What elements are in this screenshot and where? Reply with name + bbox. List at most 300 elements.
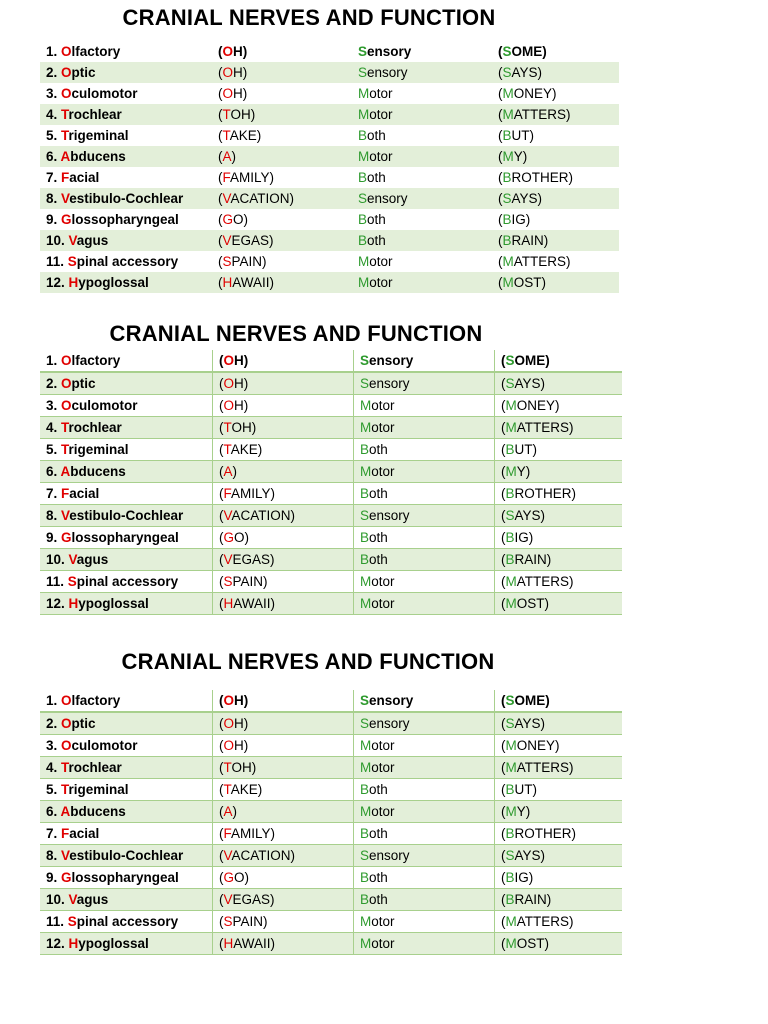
nerve-name-cell	[40, 417, 213, 439]
nerve-name-cell	[40, 712, 213, 735]
mnemonic-one-cell	[213, 845, 354, 867]
mnemonic-two-rest: ROTHER)	[511, 170, 574, 185]
paren-open: (	[498, 44, 503, 59]
function-initial: S	[360, 376, 370, 391]
table-row	[40, 735, 622, 757]
mnemonic-one-cell	[212, 230, 352, 251]
mnemonic-two-cell	[495, 845, 623, 867]
mnemonic-two-rest: AYS)	[514, 716, 546, 731]
function-cell	[354, 505, 495, 527]
mnemonic-two-rest: ROTHER)	[514, 826, 577, 841]
mnemonic-two-cell	[492, 188, 619, 209]
table-row	[40, 272, 619, 293]
nerve-name-rest: ptic	[71, 716, 96, 731]
function-initial: S	[360, 353, 370, 368]
table-row	[40, 933, 622, 955]
function-cell	[354, 845, 495, 867]
table-row	[40, 483, 622, 505]
nerve-initial: S	[67, 254, 77, 269]
function-cell	[354, 712, 495, 735]
table-row	[40, 461, 622, 483]
function-initial: M	[360, 760, 372, 775]
function-cell	[354, 527, 495, 549]
paren-open: (	[219, 508, 224, 523]
paren-open: (	[498, 254, 503, 269]
mnemonic-two-rest: ONEY)	[516, 738, 560, 753]
mnemonic-one-cell	[212, 251, 352, 272]
nerve-name-cell	[40, 483, 213, 505]
table-row	[40, 867, 622, 889]
paren-open: (	[219, 398, 224, 413]
mnemonic-two-cell	[495, 801, 623, 823]
mnemonic-two-rest: AYS)	[514, 508, 546, 523]
mnemonic-one-initial: T	[223, 760, 232, 775]
mnemonic-one-initial: O	[223, 716, 235, 731]
nerve-number: 11.	[46, 914, 68, 929]
nerve-number: 6.	[46, 464, 61, 479]
function-rest: oth	[367, 233, 386, 248]
paren-open: (	[501, 464, 506, 479]
function-rest: otor	[371, 936, 395, 951]
mnemonic-one-cell	[213, 911, 354, 933]
nerve-number: 5.	[46, 128, 62, 143]
section-title: CRANIAL NERVES AND FUNCTION	[122, 5, 496, 30]
function-initial: M	[360, 914, 372, 929]
table-row	[40, 823, 622, 845]
function-initial: B	[358, 212, 368, 227]
mnemonic-one-cell	[213, 933, 354, 955]
paren-open: (	[218, 128, 223, 143]
paren-open: (	[501, 782, 506, 797]
mnemonic-one-cell	[213, 395, 354, 417]
mnemonic-one-initial: O	[223, 693, 235, 708]
mnemonic-two-cell	[492, 209, 619, 230]
nerve-initial: V	[61, 848, 70, 863]
nerve-number: 1.	[46, 44, 62, 59]
nerve-name-rest: ptic	[71, 65, 96, 80]
mnemonic-two-initial: B	[502, 170, 512, 185]
mnemonic-one-cell	[212, 83, 352, 104]
function-initial: S	[360, 716, 370, 731]
mnemonic-one-initial: A	[223, 464, 233, 479]
mnemonic-two-initial: S	[502, 65, 512, 80]
function-cell	[352, 83, 492, 104]
nerve-initial: V	[68, 552, 77, 567]
mnemonic-two-initial: B	[505, 782, 515, 797]
mnemonic-two-initial: M	[505, 914, 517, 929]
function-initial: B	[360, 552, 370, 567]
mnemonic-one-rest: H)	[234, 376, 249, 391]
mnemonic-one-initial: H	[223, 936, 234, 951]
nerve-name-rest: rochlear	[68, 420, 122, 435]
function-initial: M	[360, 936, 372, 951]
mnemonic-one-cell	[213, 372, 354, 395]
paren-open: (	[498, 212, 503, 227]
function-cell	[354, 933, 495, 955]
mnemonic-one-rest: )	[231, 149, 237, 164]
mnemonic-one-initial: G	[222, 212, 234, 227]
mnemonic-one-initial: G	[223, 530, 235, 545]
function-rest: oth	[367, 212, 386, 227]
mnemonic-two-cell	[495, 933, 623, 955]
mnemonic-two-rest: OST)	[516, 936, 549, 951]
function-initial: M	[358, 86, 370, 101]
nerve-name-rest: ypoglossal	[78, 936, 149, 951]
mnemonic-two-initial: S	[502, 44, 512, 59]
mnemonic-two-cell	[495, 867, 623, 889]
mnemonic-one-cell	[212, 146, 352, 167]
function-initial: M	[358, 275, 370, 290]
nerve-name-rest: lossopharyngeal	[71, 530, 179, 545]
paren-open: (	[498, 65, 503, 80]
nerve-name-cell	[40, 372, 213, 395]
nerve-initial: O	[61, 398, 72, 413]
nerve-initial: A	[60, 149, 71, 164]
mnemonic-two-cell	[495, 690, 623, 712]
mnemonic-two-initial: S	[505, 508, 515, 523]
nerve-name-cell	[40, 593, 213, 615]
mnemonic-two-rest: IG)	[514, 530, 534, 545]
nerve-number: 12.	[46, 596, 69, 611]
mnemonic-one-initial: O	[223, 738, 235, 753]
nerve-number: 7.	[46, 486, 62, 501]
nerve-name-rest: pinal accessory	[76, 574, 179, 589]
function-rest: oth	[369, 530, 388, 545]
mnemonic-one-rest: ACATION)	[230, 191, 295, 206]
mnemonic-one-cell	[212, 104, 352, 125]
mnemonic-one-cell	[212, 209, 352, 230]
mnemonic-two-cell	[495, 505, 623, 527]
table-row	[40, 41, 619, 62]
mnemonic-two-initial: M	[505, 398, 517, 413]
mnemonic-two-cell	[495, 417, 623, 439]
mnemonic-one-initial: F	[222, 170, 231, 185]
paren-open: (	[501, 420, 506, 435]
function-cell	[354, 911, 495, 933]
paren-open: (	[501, 596, 506, 611]
mnemonic-one-cell	[212, 188, 352, 209]
cranial-nerves-table	[40, 350, 622, 615]
mnemonic-one-initial: V	[222, 233, 232, 248]
mnemonic-two-initial: M	[505, 936, 517, 951]
nerve-initial: V	[61, 508, 70, 523]
mnemonic-one-cell	[213, 571, 354, 593]
mnemonic-one-initial: S	[223, 574, 233, 589]
nerve-name-rest: rochlear	[68, 107, 122, 122]
nerve-name-cell	[40, 272, 212, 293]
mnemonic-two-cell	[495, 889, 623, 911]
function-rest: ensory	[369, 376, 410, 391]
paren-open: (	[219, 596, 224, 611]
nerve-name-rest: culomotor	[71, 86, 138, 101]
mnemonic-two-initial: S	[505, 376, 515, 391]
nerve-number: 3.	[46, 398, 62, 413]
mnemonic-two-cell	[495, 911, 623, 933]
function-initial: M	[360, 738, 372, 753]
mnemonic-one-cell	[213, 889, 354, 911]
mnemonic-two-cell	[492, 146, 619, 167]
table-row	[40, 395, 622, 417]
mnemonic-one-rest: H)	[234, 716, 249, 731]
mnemonic-two-initial: S	[505, 693, 515, 708]
function-initial: B	[360, 486, 370, 501]
function-rest: ensory	[369, 353, 414, 368]
function-rest: oth	[369, 442, 388, 457]
nerve-name-cell	[40, 230, 212, 251]
nerve-initial: T	[61, 107, 69, 122]
nerve-name-rest: rigeminal	[68, 442, 129, 457]
paren-open: (	[498, 86, 503, 101]
mnemonic-two-rest: ROTHER)	[514, 486, 577, 501]
mnemonic-one-rest: OH)	[230, 107, 256, 122]
nerve-initial: S	[67, 914, 77, 929]
mnemonic-one-rest: EGAS)	[232, 552, 275, 567]
nerve-initial: O	[61, 353, 72, 368]
function-rest: oth	[369, 870, 388, 885]
function-cell	[352, 209, 492, 230]
function-cell	[352, 146, 492, 167]
nerve-number: 12.	[46, 936, 69, 951]
nerve-initial: O	[61, 86, 72, 101]
mnemonic-two-initial: M	[505, 420, 517, 435]
nerve-name-cell	[40, 735, 213, 757]
nerve-initial: T	[61, 782, 69, 797]
mnemonic-two-cell	[495, 571, 623, 593]
nerve-number: 7.	[46, 826, 62, 841]
mnemonic-two-initial: S	[505, 716, 515, 731]
nerve-name-rest: ypoglossal	[78, 275, 149, 290]
nerve-initial: F	[61, 826, 70, 841]
mnemonic-two-initial: M	[505, 738, 517, 753]
mnemonic-one-initial: T	[223, 782, 231, 797]
mnemonic-two-rest: Y)	[516, 464, 531, 479]
mnemonic-one-cell	[212, 125, 352, 146]
mnemonic-one-cell	[213, 867, 354, 889]
mnemonic-two-cell	[492, 62, 619, 83]
function-initial: B	[358, 170, 368, 185]
nerve-name-cell	[40, 867, 213, 889]
mnemonic-two-initial: M	[502, 107, 514, 122]
mnemonic-one-cell	[212, 167, 352, 188]
function-cell	[354, 461, 495, 483]
mnemonic-one-cell	[213, 527, 354, 549]
function-cell	[354, 690, 495, 712]
nerve-name-cell	[40, 933, 213, 955]
nerve-name-rest: agus	[76, 892, 109, 907]
function-initial: S	[360, 848, 370, 863]
table-row	[40, 83, 619, 104]
paren-open: (	[501, 870, 506, 885]
paren-open: (	[501, 804, 506, 819]
nerve-name-rest: lfactory	[71, 44, 121, 59]
nerve-name-rest: lossopharyngeal	[71, 212, 179, 227]
mnemonic-one-initial: H	[222, 275, 233, 290]
paren-open: (	[498, 233, 503, 248]
nerve-number: 6.	[46, 804, 61, 819]
mnemonic-two-initial: B	[502, 233, 512, 248]
nerve-initial: A	[60, 464, 71, 479]
mnemonic-one-cell	[212, 62, 352, 83]
nerve-initial: H	[68, 936, 79, 951]
nerve-number: 6.	[46, 149, 61, 164]
nerve-number: 10.	[46, 233, 69, 248]
mnemonic-two-cell	[495, 549, 623, 571]
nerve-name-cell	[40, 167, 212, 188]
function-initial: S	[358, 65, 368, 80]
nerve-initial: O	[61, 376, 72, 391]
function-initial: B	[358, 128, 368, 143]
paren-open: (	[218, 107, 223, 122]
mnemonic-one-rest: AMILY)	[230, 170, 275, 185]
paren-open: (	[219, 353, 224, 368]
mnemonic-two-initial: B	[505, 552, 515, 567]
nerve-name-cell	[40, 889, 213, 911]
nerve-name-cell	[40, 779, 213, 801]
mnemonic-one-initial: T	[223, 442, 231, 457]
mnemonic-one-cell	[213, 823, 354, 845]
function-cell	[352, 167, 492, 188]
nerve-number: 3.	[46, 738, 62, 753]
nerve-number: 2.	[46, 376, 62, 391]
table-row	[40, 757, 622, 779]
mnemonic-one-rest: AKE)	[229, 128, 262, 143]
mnemonic-one-initial: T	[222, 107, 231, 122]
mnemonic-one-cell	[213, 690, 354, 712]
function-initial: S	[358, 44, 368, 59]
table-row	[40, 845, 622, 867]
paren-open: (	[219, 442, 224, 457]
function-rest: oth	[369, 826, 388, 841]
nerve-name-cell	[40, 527, 213, 549]
table-row	[40, 230, 619, 251]
nerve-name-cell	[40, 845, 213, 867]
function-initial: M	[360, 398, 372, 413]
nerve-name-rest: rigeminal	[68, 782, 129, 797]
paren-open: (	[218, 275, 223, 290]
function-initial: B	[360, 442, 370, 457]
mnemonic-one-rest: PAIN)	[232, 574, 268, 589]
mnemonic-one-initial: V	[223, 848, 232, 863]
function-cell	[354, 417, 495, 439]
function-cell	[352, 272, 492, 293]
nerve-name-cell	[40, 83, 212, 104]
mnemonic-one-rest: PAIN)	[232, 914, 268, 929]
mnemonic-two-initial: B	[505, 442, 515, 457]
function-rest: ensory	[369, 508, 410, 523]
table-row	[40, 549, 622, 571]
function-rest: ensory	[367, 44, 412, 59]
mnemonic-two-rest: IG)	[514, 870, 534, 885]
nerve-name-rest: lfactory	[71, 693, 121, 708]
function-cell	[354, 889, 495, 911]
mnemonic-one-initial: A	[223, 804, 233, 819]
paren-open: (	[218, 233, 223, 248]
mnemonic-two-initial: B	[505, 530, 515, 545]
mnemonic-one-cell	[213, 593, 354, 615]
mnemonic-two-rest: AYS)	[511, 65, 543, 80]
function-cell	[354, 867, 495, 889]
nerve-number: 11.	[46, 254, 68, 269]
nerve-name-cell	[40, 209, 212, 230]
nerve-name-rest: pinal accessory	[76, 254, 179, 269]
paren-open: (	[498, 128, 503, 143]
nerve-name-cell	[40, 549, 213, 571]
function-cell	[354, 735, 495, 757]
nerve-number: 4.	[46, 760, 62, 775]
function-initial: M	[360, 804, 372, 819]
nerve-name-rest: ptic	[71, 376, 96, 391]
function-initial: S	[358, 191, 368, 206]
function-cell	[354, 757, 495, 779]
nerve-name-rest: estibulo-Cochlear	[69, 508, 184, 523]
mnemonic-two-initial: B	[502, 212, 512, 227]
nerve-initial: O	[61, 738, 72, 753]
mnemonic-one-cell	[213, 483, 354, 505]
mnemonic-two-cell	[495, 712, 623, 735]
nerve-initial: V	[68, 233, 77, 248]
mnemonic-two-cell	[492, 41, 619, 62]
nerve-name-cell	[40, 104, 212, 125]
paren-open: (	[501, 508, 506, 523]
section-title: CRANIAL NERVES AND FUNCTION	[121, 649, 495, 674]
table-row	[40, 527, 622, 549]
nerve-initial: O	[61, 716, 72, 731]
table-row	[40, 372, 622, 395]
mnemonic-two-cell	[492, 251, 619, 272]
nerve-name-rest: pinal accessory	[76, 914, 179, 929]
nerve-name-cell	[40, 41, 212, 62]
nerve-number: 1.	[46, 693, 62, 708]
nerve-name-cell	[40, 395, 213, 417]
nerve-name-rest: culomotor	[71, 398, 138, 413]
nerve-name-rest: bducens	[70, 804, 126, 819]
paren-open: (	[219, 464, 224, 479]
paren-open: (	[501, 914, 506, 929]
mnemonic-one-initial: O	[222, 44, 234, 59]
function-cell	[352, 41, 492, 62]
function-rest: otor	[371, 574, 395, 589]
table-row	[40, 439, 622, 461]
mnemonic-two-cell	[495, 439, 623, 461]
paren-open: (	[219, 804, 224, 819]
mnemonic-one-initial: V	[223, 892, 233, 907]
nerve-number: 5.	[46, 782, 62, 797]
mnemonic-two-rest: RAIN)	[514, 552, 552, 567]
nerve-initial: G	[61, 530, 72, 545]
paren-open: (	[501, 530, 506, 545]
mnemonic-two-rest: OME)	[511, 44, 547, 59]
nerve-name-rest: estibulo-Cochlear	[69, 191, 184, 206]
mnemonic-one-cell	[213, 735, 354, 757]
function-initial: M	[358, 107, 370, 122]
paren-open: (	[501, 848, 506, 863]
mnemonic-one-rest: H)	[233, 86, 248, 101]
function-initial: B	[360, 892, 370, 907]
mnemonic-one-rest: )	[232, 804, 238, 819]
paren-open: (	[501, 552, 506, 567]
paren-open: (	[219, 870, 224, 885]
nerve-number: 8.	[46, 508, 62, 523]
function-initial: M	[360, 464, 372, 479]
nerve-initial: H	[68, 596, 79, 611]
paren-open: (	[218, 191, 223, 206]
mnemonic-two-rest: UT)	[514, 782, 538, 797]
nerve-number: 12.	[46, 275, 69, 290]
function-rest: oth	[369, 486, 388, 501]
mnemonic-one-rest: PAIN)	[231, 254, 267, 269]
function-rest: ensory	[367, 65, 408, 80]
mnemonic-two-rest: OST)	[513, 275, 546, 290]
